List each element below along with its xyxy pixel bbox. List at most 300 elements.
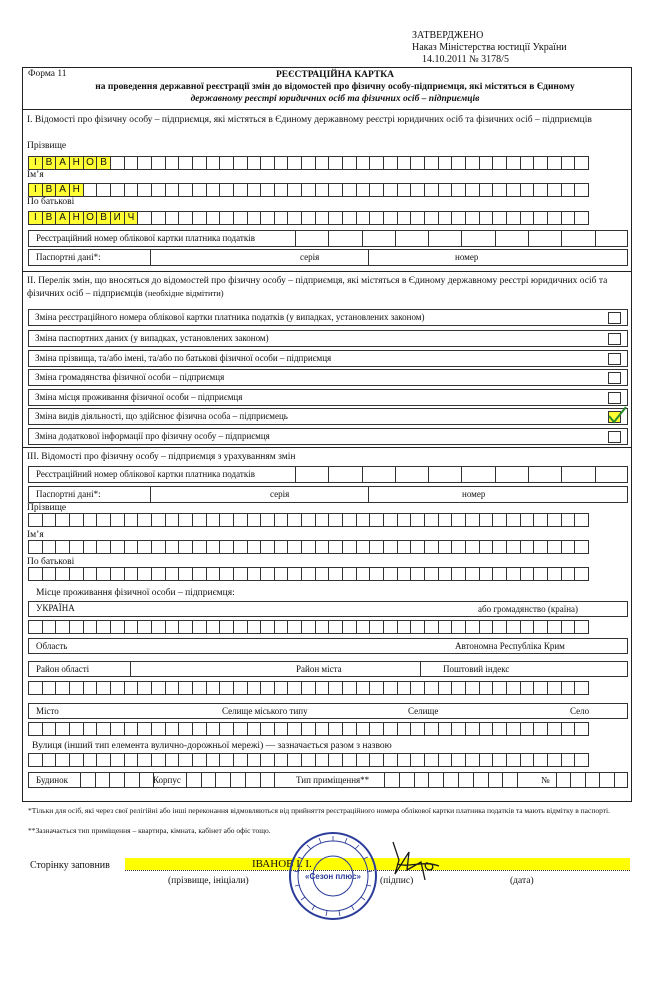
letter-cell[interactable] — [55, 722, 70, 736]
letter-cell[interactable] — [206, 156, 221, 170]
region-cells[interactable] — [28, 620, 588, 634]
letter-cell[interactable] — [83, 540, 98, 554]
letter-cell[interactable] — [137, 540, 152, 554]
letter-cell[interactable] — [506, 513, 521, 527]
change-option-checkbox[interactable] — [608, 372, 621, 384]
letter-cell[interactable] — [247, 620, 262, 634]
letter-cell[interactable] — [315, 722, 330, 736]
letter-cell[interactable] — [301, 183, 316, 197]
letter-cell[interactable] — [233, 513, 248, 527]
letter-cell[interactable] — [247, 540, 262, 554]
letter-cell[interactable] — [69, 753, 84, 767]
digit-cell[interactable] — [458, 772, 473, 788]
letter-cell[interactable] — [506, 753, 521, 767]
letter-cell[interactable] — [206, 722, 221, 736]
name-cells-2[interactable] — [28, 540, 588, 554]
letter-cell[interactable] — [247, 183, 262, 197]
letter-cell[interactable] — [219, 722, 234, 736]
letter-cell[interactable] — [410, 567, 425, 581]
patronymic-cells-2[interactable] — [28, 567, 588, 581]
letter-cell[interactable] — [151, 681, 166, 695]
letter-cell[interactable] — [356, 513, 371, 527]
letter-cell[interactable] — [520, 681, 535, 695]
letter-cell[interactable] — [219, 156, 234, 170]
letter-cell[interactable] — [438, 681, 453, 695]
letter-cell[interactable] — [260, 753, 275, 767]
digit-cell[interactable] — [556, 772, 570, 788]
letter-cell[interactable] — [328, 183, 343, 197]
letter-cell[interactable] — [315, 156, 330, 170]
digit-cell[interactable] — [384, 772, 399, 788]
letter-cell[interactable] — [274, 156, 289, 170]
digit-cell[interactable] — [295, 466, 328, 483]
letter-cell[interactable] — [410, 156, 425, 170]
letter-cell[interactable] — [315, 681, 330, 695]
letter-cell[interactable] — [247, 513, 262, 527]
letter-cell[interactable] — [561, 620, 576, 634]
letter-cell[interactable] — [397, 156, 412, 170]
tax-number-cells[interactable] — [295, 230, 628, 247]
letter-cell[interactable] — [260, 513, 275, 527]
letter-cell[interactable] — [438, 567, 453, 581]
letter-cell[interactable] — [342, 211, 357, 225]
letter-cell[interactable] — [124, 620, 139, 634]
locality-cells[interactable] — [28, 722, 588, 736]
letter-cell[interactable] — [233, 540, 248, 554]
letter-cell[interactable] — [233, 753, 248, 767]
tax-number-cells-2[interactable] — [295, 466, 628, 483]
letter-cell[interactable] — [561, 681, 576, 695]
letter-cell[interactable]: И — [110, 211, 125, 225]
letter-cell[interactable] — [574, 156, 589, 170]
letter-cell[interactable]: Ч — [124, 211, 139, 225]
digit-cell[interactable] — [399, 772, 414, 788]
letter-cell[interactable] — [451, 183, 466, 197]
letter-cell[interactable] — [206, 753, 221, 767]
letter-cell[interactable] — [342, 183, 357, 197]
letter-cell[interactable] — [533, 540, 548, 554]
letter-cell[interactable] — [165, 753, 180, 767]
letter-cell[interactable] — [424, 753, 439, 767]
letter-cell[interactable] — [547, 211, 562, 225]
letter-cell[interactable] — [274, 211, 289, 225]
letter-cell[interactable] — [69, 620, 84, 634]
digit-cell[interactable] — [80, 772, 95, 788]
letter-cell[interactable] — [465, 513, 480, 527]
letter-cell[interactable] — [506, 620, 521, 634]
letter-cell[interactable] — [547, 753, 562, 767]
letter-cell[interactable] — [465, 156, 480, 170]
letter-cell[interactable] — [424, 183, 439, 197]
letter-cell[interactable] — [424, 540, 439, 554]
letter-cell[interactable] — [260, 183, 275, 197]
digit-cell[interactable] — [473, 772, 488, 788]
letter-cell[interactable] — [369, 156, 384, 170]
digit-cell[interactable] — [153, 772, 168, 788]
letter-cell[interactable]: І — [28, 156, 43, 170]
surname-cells[interactable] — [28, 156, 588, 170]
letter-cell[interactable] — [42, 540, 57, 554]
letter-cell[interactable]: О — [83, 156, 98, 170]
letter-cell[interactable]: Н — [69, 183, 84, 197]
letter-cell[interactable] — [574, 211, 589, 225]
letter-cell[interactable]: В — [42, 211, 57, 225]
letter-cell[interactable] — [192, 183, 207, 197]
letter-cell[interactable] — [137, 722, 152, 736]
letter-cell[interactable] — [110, 540, 125, 554]
letter-cell[interactable] — [369, 567, 384, 581]
letter-cell[interactable] — [424, 620, 439, 634]
letter-cell[interactable] — [410, 211, 425, 225]
digit-cell[interactable] — [95, 772, 110, 788]
letter-cell[interactable] — [451, 753, 466, 767]
letter-cell[interactable] — [178, 540, 193, 554]
letter-cell[interactable] — [574, 183, 589, 197]
letter-cell[interactable] — [424, 156, 439, 170]
letter-cell[interactable] — [287, 183, 302, 197]
digit-cell[interactable] — [362, 230, 395, 247]
letter-cell[interactable] — [328, 753, 343, 767]
letter-cell[interactable] — [451, 156, 466, 170]
surname-cells-2[interactable] — [28, 513, 588, 527]
letter-cell[interactable] — [274, 753, 289, 767]
letter-cell[interactable] — [42, 567, 57, 581]
letter-cell[interactable] — [178, 211, 193, 225]
letter-cell[interactable] — [424, 211, 439, 225]
letter-cell[interactable] — [110, 722, 125, 736]
change-option-row[interactable] — [28, 408, 628, 425]
letter-cell[interactable] — [479, 540, 494, 554]
letter-cell[interactable] — [397, 211, 412, 225]
letter-cell[interactable] — [410, 681, 425, 695]
letter-cell[interactable] — [247, 156, 262, 170]
letter-cell[interactable] — [369, 620, 384, 634]
letter-cell[interactable] — [124, 513, 139, 527]
letter-cell[interactable] — [206, 183, 221, 197]
letter-cell[interactable] — [328, 567, 343, 581]
letter-cell[interactable] — [383, 753, 398, 767]
digit-cell[interactable] — [528, 466, 561, 483]
letter-cell[interactable] — [397, 513, 412, 527]
letter-cell[interactable]: В — [96, 156, 111, 170]
letter-cell[interactable] — [69, 540, 84, 554]
letter-cell[interactable] — [55, 513, 70, 527]
letter-cell[interactable] — [356, 753, 371, 767]
letter-cell[interactable] — [383, 156, 398, 170]
digit-cell[interactable] — [502, 772, 517, 788]
change-option-checkbox[interactable] — [608, 312, 621, 324]
letter-cell[interactable] — [561, 540, 576, 554]
letter-cell[interactable] — [247, 567, 262, 581]
letter-cell[interactable] — [274, 540, 289, 554]
letter-cell[interactable] — [369, 540, 384, 554]
letter-cell[interactable] — [260, 156, 275, 170]
letter-cell[interactable] — [165, 156, 180, 170]
digit-cell[interactable] — [570, 772, 584, 788]
letter-cell[interactable] — [165, 681, 180, 695]
digit-cell[interactable] — [428, 466, 461, 483]
letter-cell[interactable] — [438, 156, 453, 170]
letter-cell[interactable] — [287, 722, 302, 736]
patronymic-cells[interactable] — [28, 211, 588, 225]
letter-cell[interactable] — [438, 183, 453, 197]
letter-cell[interactable] — [192, 540, 207, 554]
letter-cell[interactable] — [342, 540, 357, 554]
letter-cell[interactable] — [42, 722, 57, 736]
letter-cell[interactable]: В — [96, 211, 111, 225]
letter-cell[interactable] — [315, 753, 330, 767]
letter-cell[interactable] — [260, 722, 275, 736]
letter-cell[interactable] — [410, 620, 425, 634]
letter-cell[interactable] — [561, 513, 576, 527]
letter-cell[interactable] — [574, 681, 589, 695]
letter-cell[interactable] — [383, 183, 398, 197]
letter-cell[interactable] — [492, 183, 507, 197]
letter-cell[interactable] — [520, 722, 535, 736]
digit-cell[interactable] — [561, 466, 594, 483]
letter-cell[interactable] — [451, 620, 466, 634]
letter-cell[interactable] — [28, 567, 43, 581]
letter-cell[interactable] — [547, 513, 562, 527]
letter-cell[interactable] — [287, 540, 302, 554]
letter-cell[interactable] — [533, 620, 548, 634]
letter-cell[interactable] — [328, 211, 343, 225]
letter-cell[interactable] — [397, 540, 412, 554]
letter-cell[interactable] — [287, 620, 302, 634]
change-option-row[interactable] — [28, 428, 628, 445]
letter-cell[interactable] — [533, 183, 548, 197]
letter-cell[interactable] — [110, 567, 125, 581]
letter-cell[interactable] — [397, 567, 412, 581]
letter-cell[interactable] — [574, 722, 589, 736]
letter-cell[interactable] — [479, 620, 494, 634]
passport-field[interactable] — [28, 249, 628, 266]
letter-cell[interactable] — [274, 722, 289, 736]
letter-cell[interactable] — [328, 156, 343, 170]
letter-cell[interactable] — [55, 753, 70, 767]
letter-cell[interactable] — [274, 681, 289, 695]
letter-cell[interactable] — [465, 567, 480, 581]
letter-cell[interactable] — [83, 722, 98, 736]
letter-cell[interactable] — [492, 156, 507, 170]
letter-cell[interactable] — [533, 753, 548, 767]
letter-cell[interactable] — [69, 567, 84, 581]
letter-cell[interactable] — [342, 513, 357, 527]
letter-cell[interactable] — [301, 540, 316, 554]
letter-cell[interactable] — [69, 681, 84, 695]
change-option-row[interactable] — [28, 350, 628, 367]
letter-cell[interactable] — [342, 753, 357, 767]
letter-cell[interactable] — [506, 211, 521, 225]
letter-cell[interactable] — [492, 513, 507, 527]
letter-cell[interactable] — [233, 183, 248, 197]
letter-cell[interactable] — [533, 722, 548, 736]
letter-cell[interactable] — [124, 540, 139, 554]
letter-cell[interactable] — [492, 540, 507, 554]
letter-cell[interactable] — [561, 211, 576, 225]
premises-cells[interactable] — [384, 772, 532, 788]
letter-cell[interactable] — [383, 540, 398, 554]
letter-cell[interactable] — [574, 753, 589, 767]
letter-cell[interactable] — [137, 681, 152, 695]
letter-cell[interactable] — [397, 681, 412, 695]
letter-cell[interactable] — [192, 513, 207, 527]
letter-cell[interactable] — [547, 620, 562, 634]
digit-cell[interactable] — [614, 772, 628, 788]
digit-cell[interactable] — [443, 772, 458, 788]
letter-cell[interactable] — [151, 540, 166, 554]
letter-cell[interactable] — [410, 513, 425, 527]
letter-cell[interactable] — [151, 722, 166, 736]
letter-cell[interactable] — [178, 681, 193, 695]
letter-cell[interactable] — [287, 567, 302, 581]
letter-cell[interactable] — [438, 513, 453, 527]
letter-cell[interactable] — [356, 183, 371, 197]
letter-cell[interactable]: В — [42, 183, 57, 197]
letter-cell[interactable] — [397, 183, 412, 197]
letter-cell[interactable] — [533, 156, 548, 170]
letter-cell[interactable] — [410, 753, 425, 767]
letter-cell[interactable] — [479, 513, 494, 527]
letter-cell[interactable] — [287, 156, 302, 170]
letter-cell[interactable] — [451, 567, 466, 581]
letter-cell[interactable] — [479, 681, 494, 695]
digit-cell[interactable] — [595, 230, 628, 247]
letter-cell[interactable] — [424, 722, 439, 736]
locality-field[interactable] — [28, 703, 628, 719]
digit-cell[interactable] — [461, 466, 494, 483]
letter-cell[interactable] — [424, 513, 439, 527]
digit-cell[interactable] — [595, 466, 628, 483]
letter-cell[interactable] — [287, 211, 302, 225]
letter-cell[interactable] — [356, 567, 371, 581]
letter-cell[interactable] — [465, 681, 480, 695]
letter-cell[interactable] — [451, 540, 466, 554]
letter-cell[interactable] — [83, 183, 98, 197]
digit-cell[interactable] — [124, 772, 139, 788]
letter-cell[interactable] — [506, 183, 521, 197]
digit-cell[interactable] — [428, 772, 443, 788]
letter-cell[interactable] — [383, 681, 398, 695]
letter-cell[interactable] — [520, 620, 535, 634]
letter-cell[interactable] — [383, 211, 398, 225]
letter-cell[interactable] — [124, 567, 139, 581]
letter-cell[interactable] — [233, 567, 248, 581]
letter-cell[interactable] — [178, 722, 193, 736]
digit-cell[interactable] — [461, 230, 494, 247]
letter-cell[interactable] — [492, 211, 507, 225]
letter-cell[interactable] — [438, 211, 453, 225]
letter-cell[interactable] — [28, 540, 43, 554]
street-cells[interactable] — [28, 753, 588, 767]
letter-cell[interactable] — [356, 722, 371, 736]
letter-cell[interactable] — [547, 540, 562, 554]
letter-cell[interactable] — [137, 513, 152, 527]
letter-cell[interactable] — [533, 681, 548, 695]
letter-cell[interactable] — [110, 681, 125, 695]
letter-cell[interactable] — [96, 567, 111, 581]
letter-cell[interactable] — [520, 513, 535, 527]
digit-cell[interactable] — [528, 230, 561, 247]
letter-cell[interactable] — [492, 753, 507, 767]
letter-cell[interactable]: І — [28, 183, 43, 197]
letter-cell[interactable] — [315, 540, 330, 554]
letter-cell[interactable] — [178, 753, 193, 767]
change-option-checkbox[interactable] — [608, 333, 621, 345]
letter-cell[interactable] — [219, 681, 234, 695]
letter-cell[interactable] — [342, 567, 357, 581]
letter-cell[interactable] — [328, 620, 343, 634]
letter-cell[interactable] — [178, 567, 193, 581]
letter-cell[interactable] — [28, 620, 43, 634]
letter-cell[interactable] — [438, 620, 453, 634]
letter-cell[interactable] — [219, 753, 234, 767]
letter-cell[interactable] — [137, 211, 152, 225]
letter-cell[interactable] — [96, 722, 111, 736]
letter-cell[interactable] — [369, 211, 384, 225]
letter-cell[interactable] — [410, 722, 425, 736]
letter-cell[interactable] — [178, 183, 193, 197]
letter-cell[interactable] — [451, 722, 466, 736]
change-option-row[interactable] — [28, 369, 628, 386]
digit-cell[interactable] — [395, 230, 428, 247]
letter-cell[interactable] — [520, 540, 535, 554]
letter-cell[interactable] — [465, 722, 480, 736]
letter-cell[interactable] — [342, 156, 357, 170]
letter-cell[interactable] — [96, 540, 111, 554]
letter-cell[interactable] — [192, 681, 207, 695]
letter-cell[interactable] — [547, 183, 562, 197]
letter-cell[interactable] — [520, 156, 535, 170]
letter-cell[interactable] — [328, 513, 343, 527]
digit-cell[interactable] — [230, 772, 245, 788]
letter-cell[interactable] — [28, 681, 43, 695]
letter-cell[interactable] — [137, 183, 152, 197]
letter-cell[interactable] — [55, 567, 70, 581]
change-option-row[interactable] — [28, 309, 628, 326]
letter-cell[interactable] — [219, 183, 234, 197]
letter-cell[interactable] — [274, 620, 289, 634]
letter-cell[interactable] — [206, 567, 221, 581]
letter-cell[interactable] — [438, 540, 453, 554]
letter-cell[interactable] — [424, 681, 439, 695]
letter-cell[interactable] — [151, 753, 166, 767]
letter-cell[interactable] — [206, 513, 221, 527]
letter-cell[interactable] — [28, 722, 43, 736]
letter-cell[interactable] — [233, 620, 248, 634]
letter-cell[interactable] — [260, 540, 275, 554]
letter-cell[interactable] — [124, 722, 139, 736]
letter-cell[interactable] — [479, 722, 494, 736]
letter-cell[interactable] — [315, 183, 330, 197]
letter-cell[interactable] — [328, 681, 343, 695]
digit-cell[interactable] — [245, 772, 260, 788]
letter-cell[interactable] — [206, 681, 221, 695]
letter-cell[interactable] — [192, 753, 207, 767]
letter-cell[interactable] — [274, 513, 289, 527]
change-option-checkbox[interactable] — [608, 392, 621, 404]
letter-cell[interactable] — [83, 567, 98, 581]
letter-cell[interactable] — [574, 620, 589, 634]
number-cells[interactable] — [556, 772, 628, 788]
letter-cell[interactable] — [28, 513, 43, 527]
letter-cell[interactable] — [165, 567, 180, 581]
letter-cell[interactable] — [547, 567, 562, 581]
letter-cell[interactable] — [315, 567, 330, 581]
letter-cell[interactable] — [315, 513, 330, 527]
letter-cell[interactable] — [533, 211, 548, 225]
letter-cell[interactable] — [287, 681, 302, 695]
